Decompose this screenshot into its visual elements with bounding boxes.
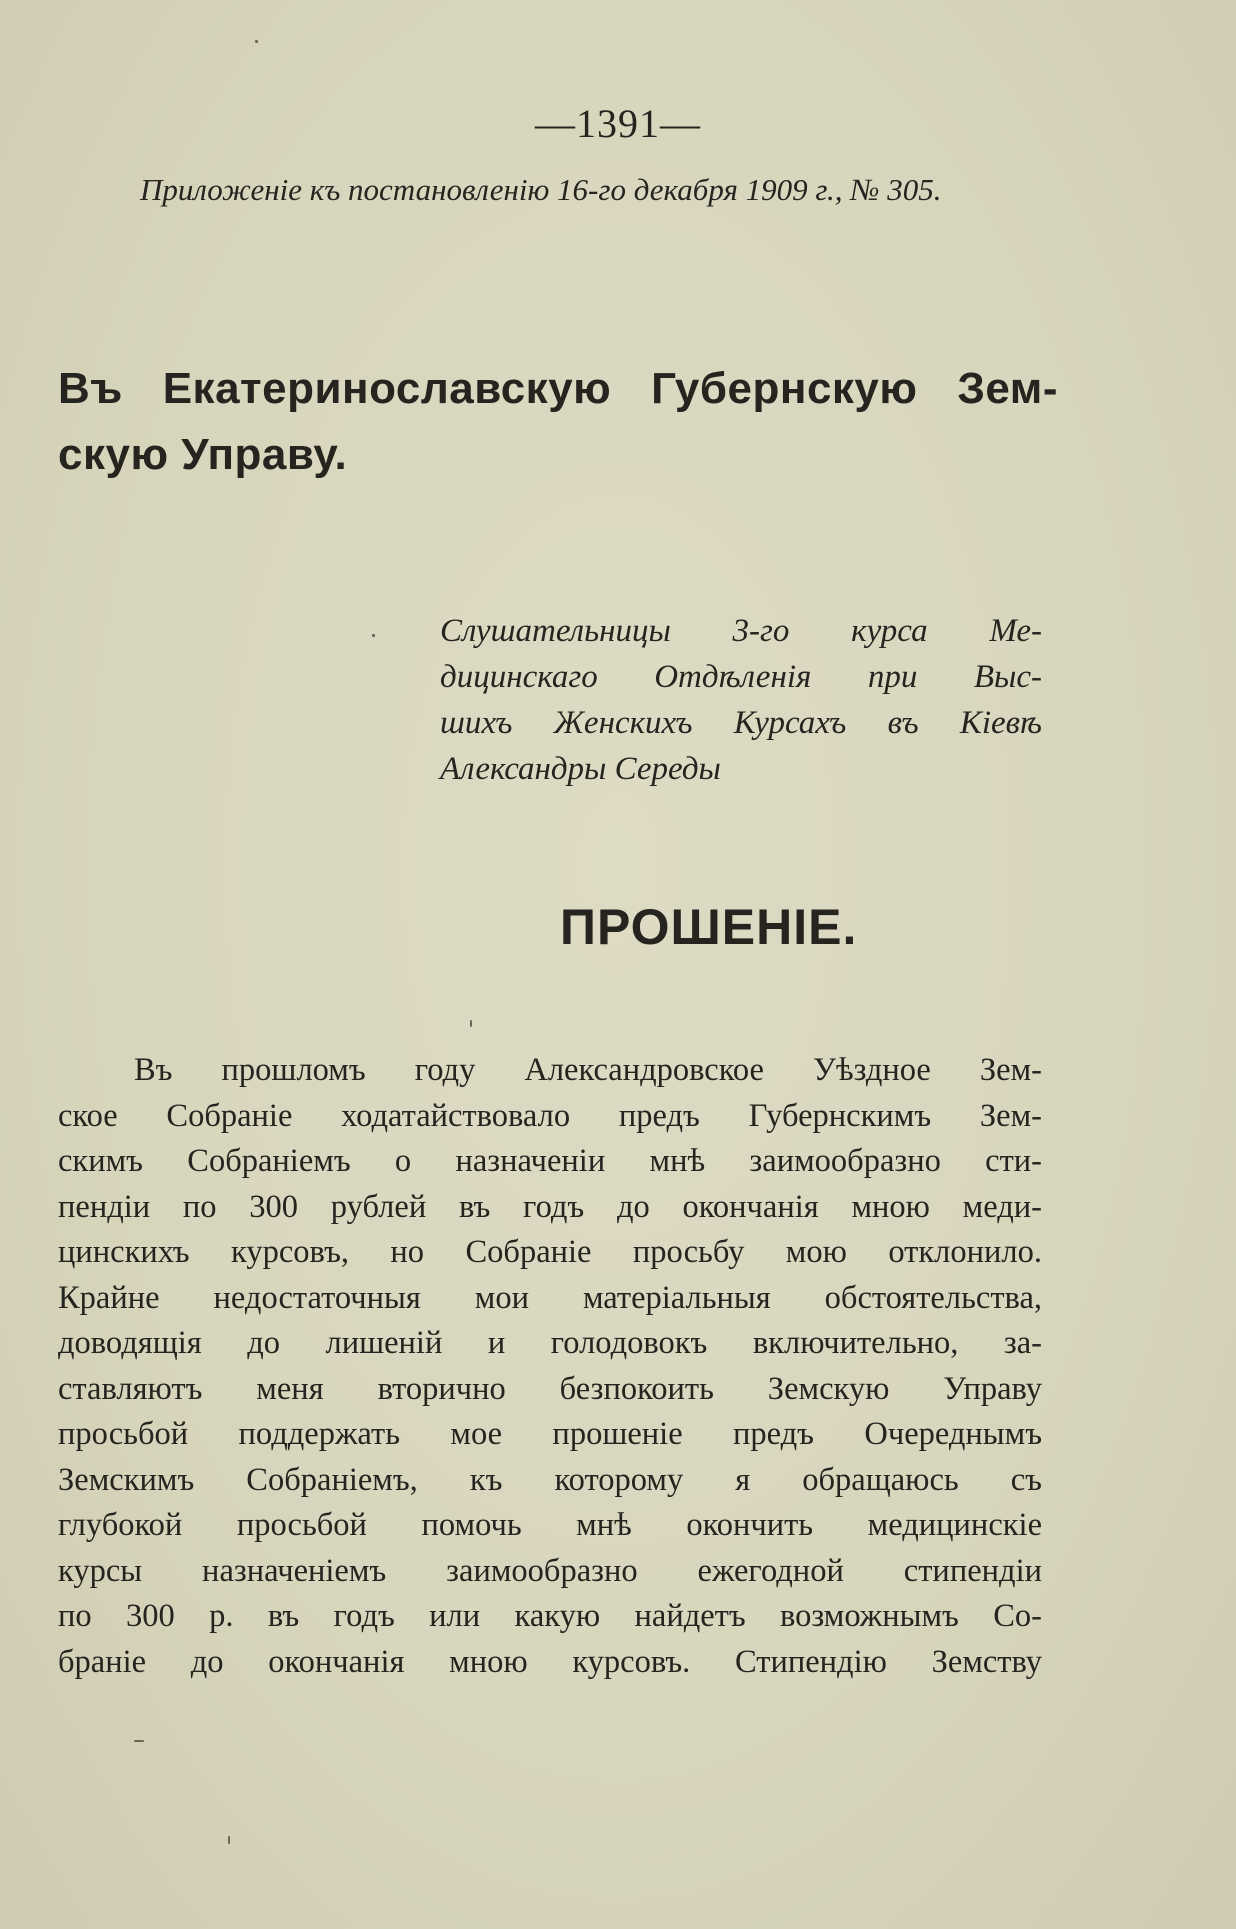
sender-line: Слушательницы 3-го курса Ме- bbox=[440, 613, 1042, 649]
body-line: цинскихъ курсовъ, но Собраніе просьбу мою отклонило. bbox=[58, 1234, 1042, 1270]
addressee-line: Въ Екатеринославскую Губернскую Зем- bbox=[58, 364, 1058, 413]
body-line: ставляютъ меня вторично безпокоить Земскую Управу bbox=[58, 1370, 1042, 1407]
body-line: пендіи по 300 рублей въ годъ до окончанія мною меди- bbox=[58, 1188, 1042, 1225]
paper-speck bbox=[470, 1020, 472, 1027]
sender-line: шихъ Женскихъ Курсахъ въ Кіевѣ bbox=[440, 705, 1042, 741]
body-line: глубокой просьбой помочь мнѣ окончить медицинскіе bbox=[58, 1507, 1042, 1543]
body-line: по 300 р. въ годъ или какую найдетъ возможнымъ Со- bbox=[58, 1598, 1042, 1634]
addressee-line: скую Управу. bbox=[58, 430, 348, 479]
body-line: Въ прошломъ году Александровское Уѣздное Зем- bbox=[134, 1052, 1042, 1088]
paper-speck bbox=[372, 634, 375, 637]
document-title: ПРОШЕНІЕ. bbox=[560, 899, 858, 955]
petition-body bbox=[58, 1048, 1042, 1685]
sender-line: Александры Середы bbox=[440, 751, 721, 787]
body-line: браніе до окончанія мною курсовъ. Стипендію Земству bbox=[58, 1643, 1042, 1680]
body-line: Земскимъ Собраніемъ, къ которому я обращаюсь съ bbox=[58, 1461, 1042, 1498]
body-line: доводящія до лишеній и голодовокъ включительно, за- bbox=[58, 1325, 1042, 1361]
page-number: —1391— bbox=[535, 101, 701, 146]
body-line: курсы назначеніемъ заимообразно ежегодной стипендіи bbox=[58, 1552, 1042, 1589]
body-line: скимъ Собраніемъ о назначеніи мнѣ заимообразно сти- bbox=[58, 1143, 1042, 1179]
body-line: Крайне недостаточныя мои матеріальныя обстоятельства, bbox=[58, 1279, 1042, 1316]
paper-speck bbox=[255, 40, 258, 43]
paper-speck bbox=[228, 1836, 230, 1844]
addressee-heading bbox=[58, 356, 1058, 488]
sender-line: дицинскаго Отдѣленія при Выс- bbox=[440, 659, 1042, 695]
appendix-note: Приложеніе къ постановленію 16-го декабря 1909 г., № 305. bbox=[140, 172, 942, 207]
body-line: ское Собраніе ходатайствовало предъ Губернскимъ Зем- bbox=[58, 1097, 1042, 1134]
sender-block bbox=[440, 608, 1042, 792]
body-line: просьбой поддержать мое прошеніе предъ Очереднымъ bbox=[58, 1416, 1042, 1452]
paper-speck bbox=[134, 1740, 144, 1742]
